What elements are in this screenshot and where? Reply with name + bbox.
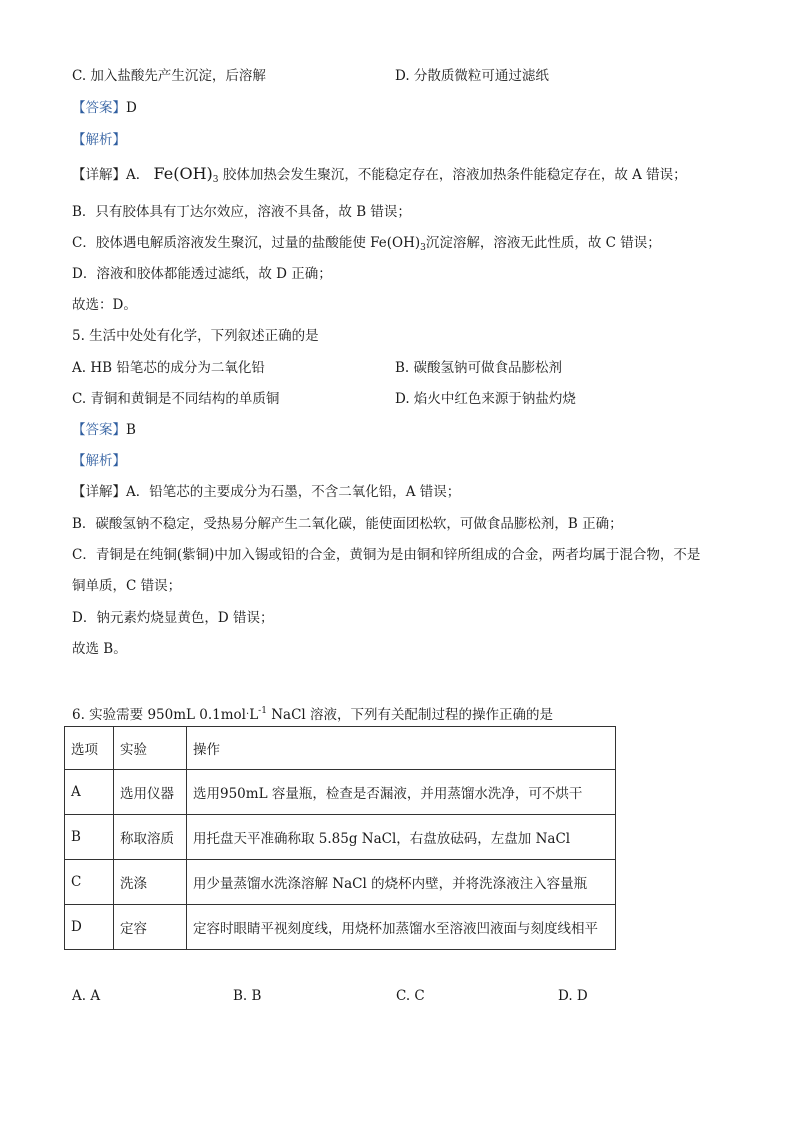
stem-unit: L: [249, 707, 259, 723]
q4-conclusion: 故选：D。: [72, 297, 137, 313]
detail-a-prefix: A．: [126, 167, 150, 183]
q5-option-a: A. HB 铅笔芯的成分为二氧化铅: [72, 360, 265, 376]
option-cell: A: [65, 770, 114, 815]
formula-fe-oh: Fe(OH): [153, 164, 213, 183]
experiment-cell: 洗涤: [114, 860, 187, 905]
table-row: [65, 770, 616, 815]
table-row: [65, 860, 616, 905]
answer-value: D: [126, 100, 137, 116]
q6-stem: [72, 701, 553, 725]
q4-detail-b: B．只有胶体具有丁达尔效应，溶液不具备，故 B 错误；: [72, 204, 411, 220]
detail-a-text: A．铅笔芯的主要成分为石墨，不含二氧化铅，A 错误；: [126, 484, 461, 500]
q5-analysis-tag: 【解析】: [72, 453, 126, 469]
header-cell: 选项: [65, 727, 114, 770]
experiment-cell: 选用仪器: [114, 770, 187, 815]
q5-detail-c2: 铜单质，C 错误；: [72, 578, 182, 594]
middle-dot: ·: [246, 709, 250, 720]
stem-exponent: -1: [258, 706, 267, 716]
option-cell: C: [65, 860, 114, 905]
option-cell: D: [65, 905, 114, 950]
q4-analysis-tag: 【解析】: [72, 132, 126, 148]
table-header-row: [65, 727, 616, 770]
q6-choice-d: D. D: [558, 988, 588, 1004]
experiment-cell: 定容: [114, 905, 187, 950]
table-row: [65, 815, 616, 860]
q6-choice-b: B. B: [233, 988, 262, 1004]
detail-tag: 【详解】: [72, 167, 126, 183]
q5-conclusion: 故选 B。: [72, 641, 127, 657]
q5-answer: [72, 420, 136, 440]
operation-cell: 选用950mL 容量瓶，检查是否漏液，并用蒸馏水洗净，可不烘干: [187, 770, 616, 815]
q6-options-table: [64, 726, 616, 950]
q5-option-d: D. 焰火中红色来源于钠盐灼烧: [395, 391, 576, 407]
table-row: [65, 905, 616, 950]
formula-sub: 3: [212, 175, 219, 185]
q5-detail-c1: C．青铜是在纯铜(紫铜)中加入锡或铅的合金，黄铜为是由铜和锌所组成的合金，两者均属于混合物，不是: [72, 547, 701, 563]
q4-detail-c: [72, 233, 661, 258]
header-cell: 实验: [114, 727, 187, 770]
q5-detail-a: [72, 482, 460, 502]
q5-detail-b: B．碳酸氢钠不稳定，受热易分解产生二氧化碳，能使面团松软，可做食品膨松剂，B 正确；: [72, 516, 623, 532]
q6-choice-c: C. C: [396, 988, 425, 1004]
stem-before: 6. 实验需要 950mL 0.1mol: [72, 707, 247, 723]
operation-cell: 用少量蒸馏水洗涤溶解 NaCl 的烧杯内壁，并将洗涤液注入容量瓶: [187, 860, 616, 905]
q5-option-c: C. 青铜和黄铜是不同结构的单质铜: [72, 391, 280, 407]
experiment-cell: 称取溶质: [114, 815, 187, 860]
q4-answer: [72, 98, 137, 118]
answer-tag: 【答案】: [72, 422, 126, 438]
q5-detail-d: D．钠元素灼烧显黄色，D 错误；: [72, 610, 274, 626]
detail-a-text: 胶体加热会发生聚沉，不能稳定存在，溶液加热条件能稳定存在，故 A 错误；: [222, 167, 687, 183]
q4-detail-a: [72, 164, 687, 190]
operation-cell: 用托盘天平准确称取 5.85g NaCl，右盘放砝码，左盘加 NaCl: [187, 815, 616, 860]
q5-option-b: B. 碳酸氢钠可做食品膨松剂: [395, 360, 563, 376]
q6-choice-a: A. A: [72, 988, 101, 1004]
option-cell: B: [65, 815, 114, 860]
q5-stem: 5. 生活中处处有化学，下列叙述正确的是: [72, 328, 319, 344]
header-cell: 操作: [187, 727, 616, 770]
stem-after: NaCl 溶液，下列有关配制过程的操作正确的是: [266, 707, 554, 723]
detail-tag: 【详解】: [72, 484, 126, 500]
operation-cell: 定容时眼睛平视刻度线，用烧杯加蒸馏水至溶液凹液面与刻度线相平: [187, 905, 616, 950]
q4-option-c: C. 加入盐酸先产生沉淀，后溶解: [72, 68, 266, 84]
detail-c-sub: 3: [420, 243, 426, 253]
answer-value: B: [126, 422, 136, 438]
detail-c-after: 沉淀溶解，溶液无此性质，故 C 错误；: [425, 235, 661, 251]
detail-c-before: C．胶体遇电解质溶液发生聚沉，过量的盐酸能使 Fe(OH): [72, 235, 421, 251]
q4-option-d: D. 分散质微粒可通过滤纸: [395, 68, 549, 84]
q4-detail-d: D．溶液和胶体都能透过滤纸，故 D 正确；: [72, 266, 332, 282]
answer-tag: 【答案】: [72, 100, 126, 116]
